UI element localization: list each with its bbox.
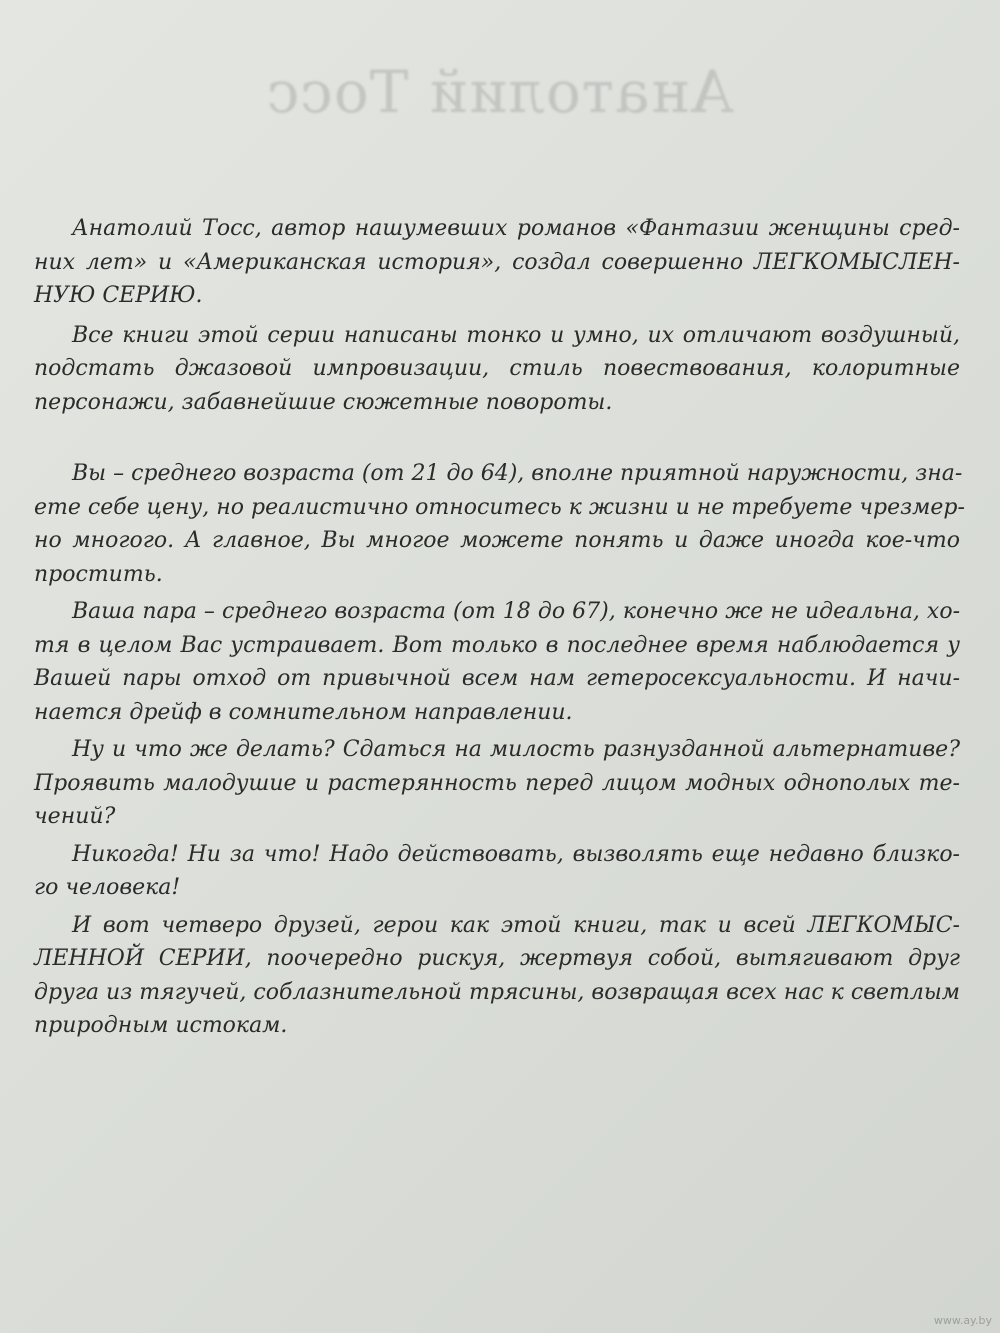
- text-line: Анатолий Тосс, автор нашумевших романов «Фантазии женщины сред-: [72, 216, 960, 241]
- text-line: Ну и что же делать? Сдаться на милость разнузданной альтернативе?: [72, 737, 960, 762]
- text-line: но многого. А главное, Вы многое можете понять и даже иногда кое-что: [34, 528, 960, 553]
- text-line: тя в целом Вас устраивает. Вот только в последнее время наблюдается у: [34, 632, 960, 658]
- text-line: нается дрейф в сомнительном направлении.: [34, 699, 573, 725]
- paragraph-four-friends: [34, 909, 960, 1043]
- paragraph-series-description: [34, 319, 960, 420]
- text-line: Все книги этой серии написаны тонко и умно, их отличают воздушный,: [72, 322, 960, 348]
- text-line: них лет» и «Американская история», создал совершенно ЛЕГКОМЫСЛЕН-: [34, 249, 960, 275]
- text-line: простить.: [34, 561, 163, 587]
- paragraph-you: [34, 457, 965, 591]
- paragraph-your-partner: [34, 595, 960, 729]
- text-line: подстать джазовой импровизации, стиль повествования, колоритные: [34, 356, 960, 381]
- text-line: природным истокам.: [34, 1013, 288, 1038]
- text-line: Ваша пара – среднего возраста (от 18 до 67), конечно же не идеальна, хо-: [72, 599, 960, 624]
- paragraph-what-to-do: [34, 733, 960, 834]
- site-watermark: www.ay.by: [933, 1314, 992, 1327]
- paragraph-intro: [34, 212, 960, 313]
- text-line: НУЮ СЕРИЮ.: [34, 283, 203, 308]
- text-line: ете себе цену, но реалистично относитесь к жизни и не требуете чрезмер-: [34, 494, 965, 520]
- annotation-text: [34, 212, 965, 1043]
- bleed-through-title: Анатолий Тосс: [265, 58, 735, 126]
- text-line: друга из тягучей, соблазнительной трясины, возвращая всех нас к светлым: [34, 979, 960, 1005]
- text-line: Вашей пары отход от привычной всем нам гетеросексуальности. И начи-: [34, 666, 960, 691]
- paragraph-never: [34, 838, 960, 905]
- text-line: персонажи, забавнейшие сюжетные повороты.: [34, 389, 613, 415]
- text-line: Вы – среднего возраста (от 21 до 64), вполне приятной наружности, зна-: [72, 461, 963, 486]
- text-line: Никогда! Ни за что! Надо действовать, вызволять еще недавно близко-: [72, 841, 960, 867]
- text-line: Проявить малодушие и растерянность перед лицом модных однополых те-: [34, 770, 960, 796]
- text-line: И вот четверо друзей, герои как этой книги, так и всей ЛЕГКОМЫС-: [72, 912, 960, 938]
- text-line: ЛЕННОЙ СЕРИИ, поочередно рискуя, жертвуя собой, вытягивают друг: [34, 946, 960, 971]
- text-line: чений?: [34, 804, 116, 829]
- text-line: го человека!: [34, 875, 181, 900]
